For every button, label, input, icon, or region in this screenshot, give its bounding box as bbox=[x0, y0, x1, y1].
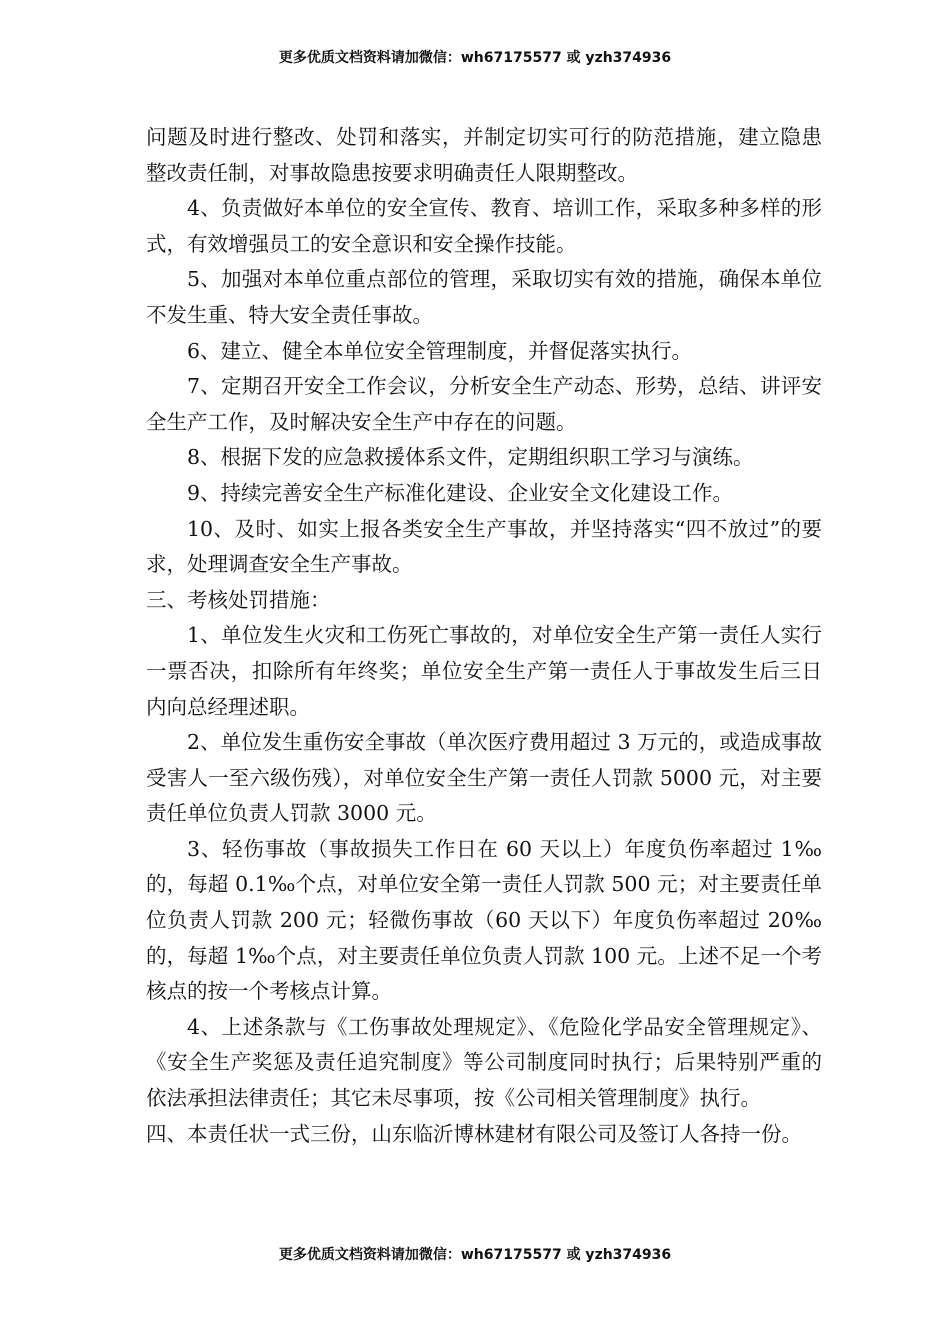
paragraph-item-4: 4、负责做好本单位的安全宣传、教育、培训工作，采取多种多样的形式，有效增强员工的安全意识和安全操作技能。 bbox=[146, 196, 822, 256]
section-heading-penalties: 三、考核处罚措施： bbox=[146, 587, 331, 612]
document-body bbox=[146, 120, 822, 1152]
paragraph-item-5: 5、加强对本单位重点部位的管理，采取切实有效的措施，确保本单位不发生重、特大安全责任事故。 bbox=[146, 267, 822, 327]
paragraph-item-7: 7、定期召开安全工作会议，分析安全生产动态、形势，总结、讲评安全生产工作，及时解决安全生产中存在的问题。 bbox=[146, 374, 822, 434]
paragraph-penalty-4: 4、上述条款与《工伤事故处理规定》、《危险化学品安全管理规定》、《安全生产奖惩及责任追究制度》等公司制度同时执行；后果特别严重的依法承担法律责任；其它未尽事项，按《公司相关管理制度》执行。 bbox=[146, 1014, 822, 1111]
paragraph-penalty-3: 3、轻伤事故（事故损失工作日在 60 天以上）年度负伤率超过 1‰的，每超 0.1‰个点，对单位安全第一责任人罚款 500 元；对主要责任单位负责人罚款 200 元；轻微伤事故（60 天以下）年度负伤率超过 20‰的，每超 1‰个点，对主要责任单位负责人罚款 100 元。上述不足一个考核点的按一个考核点计算。 bbox=[146, 836, 822, 1004]
paragraph-item-9: 9、持续完善安全生产标准化建设、企业安全文化建设工作。 bbox=[187, 480, 734, 505]
paragraph-item-10: 10、及时、如实上报各类安全生产事故，并坚持落实“四不放过”的要求，处理调查安全生产事故。 bbox=[146, 516, 822, 577]
paragraph-penalty-2: 2、单位发生重伤安全事故（单次医疗费用超过 3 万元的，或造成事故受害人一至六级伤残），对单位安全生产第一责任人罚款 5000 元，对主要责任单位负责人罚款 3000 元。 bbox=[146, 730, 822, 826]
section-heading-copies: 四、本责任状一式三份，山东临沂博林建材有限公司及签订人各持一份。 bbox=[146, 1121, 802, 1146]
paragraph-item-8: 8、根据下发的应急救援体系文件，定期组织职工学习与演练。 bbox=[187, 445, 754, 470]
header-wechat-note: 更多优质文档资料请加微信：wh67175577 或 yzh374936 bbox=[278, 50, 672, 66]
paragraph-penalty-1: 1、单位发生火灾和工伤死亡事故的，对单位安全生产第一责任人实行一票否决，扣除所有年终奖；单位安全生产第一责任人于事故发生后三日内向总经理述职。 bbox=[146, 623, 822, 719]
footer-wechat-note: 更多优质文档资料请加微信：wh67175577 或 yzh374936 bbox=[278, 1247, 672, 1263]
paragraph-item-6: 6、建立、健全本单位安全管理制度，并督促落实执行。 bbox=[187, 338, 693, 363]
paragraph-continuation: 问题及时进行整改、处罚和落实，并制定切实可行的防范措施，建立隐患整改责任制，对事故隐患按要求明确责任人限期整改。 bbox=[146, 125, 822, 185]
